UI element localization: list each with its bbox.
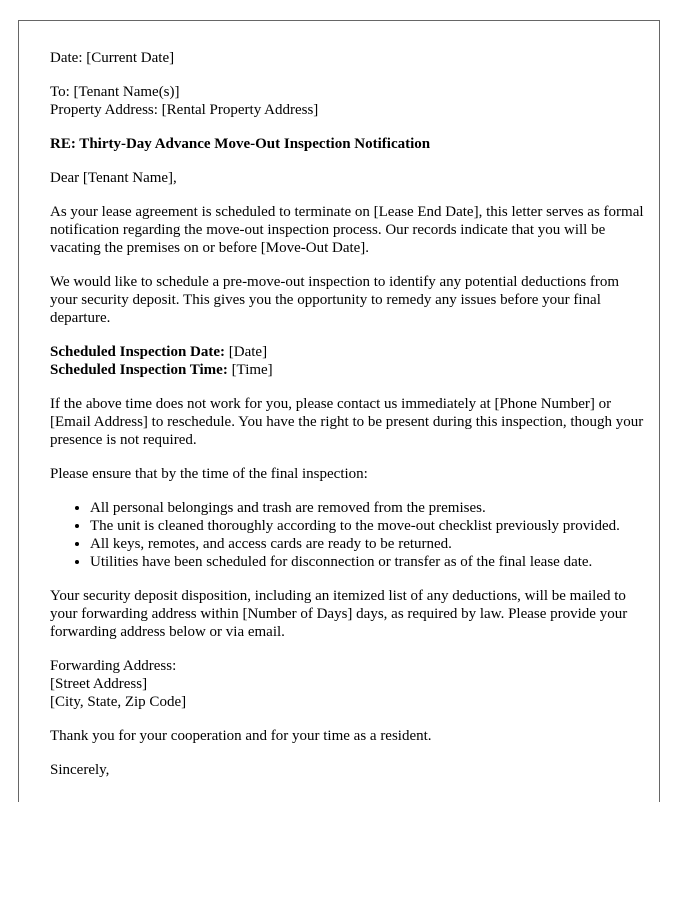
forwarding-city-line: [City, State, Zip Code]: [50, 694, 187, 710]
inspection-time-line: [50, 361, 645, 379]
checklist-item: • The unit is cleaned thoroughly according to the move-out checklist previously provided.: [90, 517, 645, 535]
inspection-time-value: [Time]: [227, 362, 273, 378]
move-out-checklist: [50, 499, 645, 571]
inspection-date-line: [50, 343, 645, 361]
property-address-line: Property Address: [Rental Property Address]: [50, 102, 319, 118]
checklist-intro: Please ensure that by the time of the final inspection:: [50, 466, 368, 482]
checklist-item: • All keys, remotes, and access cards are ready to be returned.: [90, 535, 645, 553]
letter-page: [18, 20, 660, 802]
checklist-item: • Utilities have been scheduled for disconnection or transfer as of the final lease date.: [90, 553, 645, 571]
recipient-line: To: [Tenant Name(s)]: [50, 84, 180, 100]
paragraph-lease-termination: As your lease agreement is scheduled to terminate on [Lease End Date], this letter serves as formal notification regarding the move-out inspection process. Our records indicate that you will be vacating the premises on or before [Move-Out Date].: [50, 204, 644, 256]
paragraph-deposit: Your security deposit disposition, including an itemized list of any deductions, will be mailed to your forwarding address within [Number of Days] days, as required by law. Please provide your forwarding address below or via email.: [50, 588, 628, 640]
closing-line: Sincerely,: [50, 762, 110, 778]
checklist-item: • All personal belongings and trash are removed from the premises.: [90, 499, 645, 517]
salutation: Dear [Tenant Name],: [50, 170, 177, 186]
paragraph-pre-inspection: We would like to schedule a pre-move-out inspection to identify any potential deductions from your security deposit. This gives you the opportunity to remedy any issues before your final departure.: [50, 274, 620, 326]
inspection-time-label: Scheduled Inspection Time:: [50, 362, 228, 378]
forwarding-street-line: [Street Address]: [50, 676, 148, 692]
letter-body: [50, 49, 645, 795]
thank-you-line: Thank you for your cooperation and for your time as a resident.: [50, 728, 432, 744]
inspection-date-value: [Date]: [225, 344, 268, 360]
subject-line: RE: Thirty-Day Advance Move-Out Inspection Notification: [50, 136, 431, 152]
forwarding-address-label: Forwarding Address:: [50, 658, 177, 674]
paragraph-reschedule: If the above time does not work for you, please contact us immediately at [Phone Number] or [Email Address] to reschedule. You have the right to be present during this inspection, though your presence is not required.: [50, 396, 644, 448]
inspection-date-label: Scheduled Inspection Date:: [50, 344, 226, 360]
letter-date: Date: [Current Date]: [50, 50, 175, 66]
